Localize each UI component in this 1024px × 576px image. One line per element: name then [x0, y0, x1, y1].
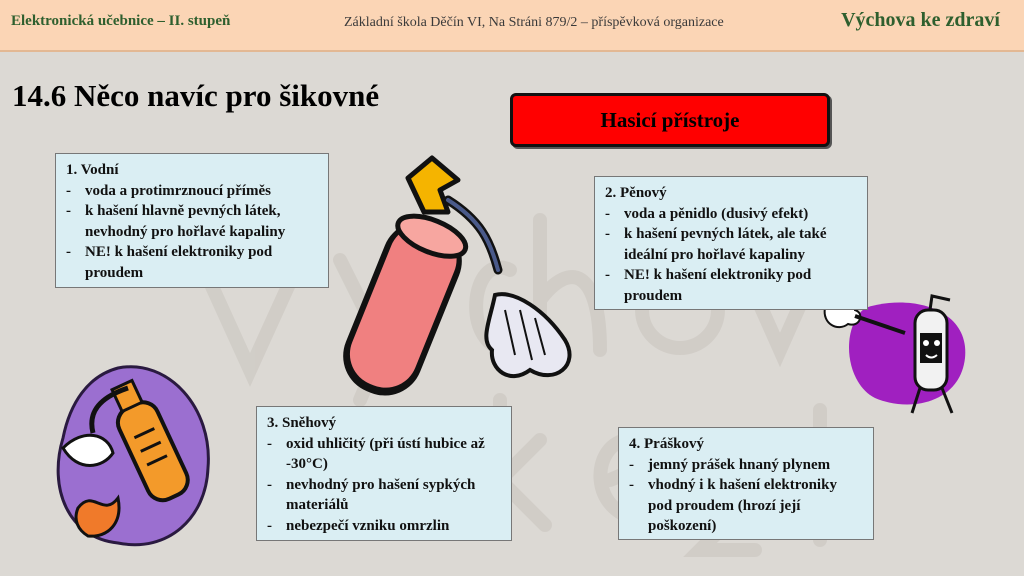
list-item: - k hašení pevných látek, ale také ideální pro hořlavé kapaliny [605, 224, 857, 265]
fire-extinguisher-icon [340, 150, 590, 395]
card-water [55, 153, 329, 288]
header-school-label: Základní škola Děčín VI, Na Stráni 879/2 – příspěvková organizace [344, 15, 724, 30]
list-item: - jemný prášek hnaný plynem [629, 455, 863, 476]
card-powder-title: 4. Práškový [629, 436, 704, 452]
extinguisher-with-flames-icon [48, 358, 218, 553]
list-item: - voda a pěnidlo (dusivý efekt) [605, 204, 857, 225]
header-textbook-label: Elektronická učebnice – II. stupeň [11, 13, 231, 29]
list-item: - vhodný i k hašení elektroniky pod proudem (hrozí její poškození) [629, 475, 863, 537]
card-powder-list [629, 455, 863, 537]
card-foam-title: 2. Pěnový [605, 185, 667, 201]
card-foam-list [605, 204, 857, 307]
header-subject-label: Výchova ke zdraví [841, 9, 1000, 31]
banner-box [510, 93, 830, 147]
card-snow-title: 3. Sněhový [267, 415, 337, 431]
card-powder [618, 427, 874, 540]
list-item: - nebezpečí vzniku omrzlin [267, 516, 501, 537]
list-item: - NE! k hašení elektroniky pod proudem [605, 265, 857, 306]
card-foam [594, 176, 868, 310]
list-item: - NE! k hašení elektroniky pod proudem [66, 242, 318, 283]
page-title: 14.6 Něco navíc pro šikovné [12, 78, 380, 113]
list-item: - voda a protimrznoucí příměs [66, 181, 318, 202]
card-snow-list [267, 434, 501, 537]
slide-header [0, 0, 1024, 52]
list-item: - k hašení hlavně pevných látek, nevhodný pro hořlavé kapaliny [66, 201, 318, 242]
list-item: - nevhodný pro hašení sypkých materiálů [267, 475, 501, 516]
card-snow [256, 406, 512, 541]
card-water-title: 1. Vodní [66, 162, 119, 178]
list-item: - oxid uhličitý (při ústí hubice až -30°C) [267, 434, 501, 475]
banner-label: Hasicí přístroje [600, 107, 740, 132]
card-water-list [66, 181, 318, 284]
